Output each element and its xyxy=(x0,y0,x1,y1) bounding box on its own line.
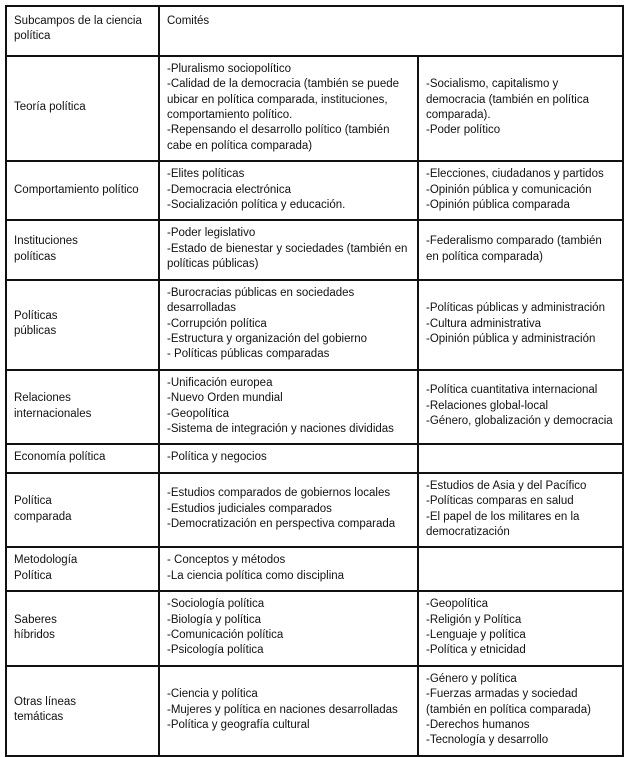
subfield-label-lines xyxy=(14,553,151,584)
subfield-label-cell xyxy=(6,161,159,220)
committee-list xyxy=(167,226,410,272)
committee-item: -Opinión pública y comunicación xyxy=(426,183,592,196)
subfield-label-cell xyxy=(6,56,159,161)
subfield-label-line: Políticas xyxy=(14,309,58,322)
committee-item: -Sistema de integración y naciones divididas xyxy=(167,422,394,435)
subfield-label-lines xyxy=(14,391,151,422)
subfield-label-lines xyxy=(14,494,151,525)
subfield-label-line: internacionales xyxy=(14,407,92,420)
committee-item: -Política y geografía cultural xyxy=(167,719,310,732)
committee-item: -Política y negocios xyxy=(167,451,267,464)
committee-cell-primary xyxy=(159,547,418,591)
subfield-label-line: Otras líneas xyxy=(14,695,76,708)
committee-item: -Repensando el desarrollo político (también cabe en política comparada) xyxy=(167,124,390,152)
committee-item: -Estructura y organización del gobierno xyxy=(167,332,368,345)
table-row xyxy=(6,280,623,370)
committee-item: -Opinión pública comparada xyxy=(426,199,570,212)
committee-list xyxy=(426,672,615,749)
committee-item: -Políticas comparas en salud xyxy=(426,495,574,508)
committee-list xyxy=(167,450,410,465)
committee-item: -Socialización política y educación. xyxy=(167,199,346,212)
table-row xyxy=(6,220,623,279)
subfield-label-cell xyxy=(6,370,159,445)
header-row xyxy=(6,6,623,56)
committee-cell-secondary xyxy=(418,473,623,548)
header-subfield: Subcampos de la ciencia política xyxy=(6,6,159,56)
empty-committee-cell xyxy=(418,547,623,591)
committee-item: -Poder político xyxy=(426,124,501,137)
table-body xyxy=(6,56,623,756)
committee-list xyxy=(167,553,410,584)
committee-list xyxy=(426,234,615,265)
committee-list xyxy=(167,286,410,363)
committee-item: -Federalismo comparado (también en política comparada) xyxy=(426,235,602,263)
table-row xyxy=(6,56,623,161)
table-row xyxy=(6,591,623,666)
subfield-label-line: Teoría política xyxy=(14,101,86,114)
subfield-label-cell xyxy=(6,444,159,472)
committee-cell-secondary xyxy=(418,161,623,220)
table-header xyxy=(6,6,623,56)
committee-item: -Política y etnicidad xyxy=(426,644,526,657)
committee-cell-primary xyxy=(159,666,418,756)
committee-item: -Lenguaje y política xyxy=(426,629,526,641)
subfield-label-line: comparada xyxy=(14,510,72,523)
committee-item: -Pluralismo sociopolítico xyxy=(167,62,291,75)
committee-item: -Socialismo, capitalismo y democracia (también en política comparada). xyxy=(426,78,589,122)
committee-item: -Calidad de la democracia (también se puede ubicar en política comparada, instituciones, comportamiento político. xyxy=(167,78,400,122)
committee-cell-secondary xyxy=(418,220,623,279)
table-row xyxy=(6,547,623,591)
committee-list xyxy=(426,167,615,213)
subfield-label-cell xyxy=(6,591,159,666)
committee-item: -Derechos humanos xyxy=(426,719,530,732)
committee-item: -Burocracias públicas en sociedades desarrolladas xyxy=(167,286,355,315)
committee-item: -Estudios comparados de gobiernos locales xyxy=(167,487,391,500)
committee-item: -Estudios de Asia y del Pacífico xyxy=(426,479,587,492)
subfield-label-line: públicas xyxy=(14,325,57,338)
political-science-subfields-table xyxy=(5,5,624,757)
committee-cell-primary xyxy=(159,591,418,666)
committee-item: -Tecnología y desarrollo xyxy=(426,734,549,747)
committee-list xyxy=(426,479,615,541)
committee-cell-primary xyxy=(159,161,418,220)
subfield-label-lines xyxy=(14,234,151,265)
committee-item: -Comunicación política xyxy=(167,629,284,641)
committee-cell-secondary xyxy=(418,666,623,756)
table-row xyxy=(6,666,623,756)
committee-item: -Relaciones global-local xyxy=(426,399,549,412)
subfield-label-line: Metodología xyxy=(14,554,78,567)
committee-cell-secondary xyxy=(418,56,623,161)
subfield-label-line: Comportamiento político xyxy=(14,183,139,196)
committee-item: -Políticas públicas y administración xyxy=(426,302,605,315)
committee-item: -Geopolítica xyxy=(167,407,230,420)
committee-cell-secondary xyxy=(418,280,623,370)
committee-item: -Género y política xyxy=(426,672,517,685)
committee-item: -El papel de los militares en la democratización xyxy=(426,510,580,538)
subfield-label-cell xyxy=(6,473,159,548)
committee-cell-primary xyxy=(159,280,418,370)
committee-list xyxy=(167,62,410,154)
committee-item: -Fuerzas armadas y sociedad (también en política comparada) xyxy=(426,688,591,716)
committee-cell-primary xyxy=(159,473,418,548)
table-row xyxy=(6,444,623,472)
subfields-table-container xyxy=(5,5,622,757)
subfield-label-lines xyxy=(14,100,151,115)
committee-item: -Mujeres y política en naciones desarrolladas xyxy=(167,703,398,716)
committee-item: - Políticas públicas comparadas xyxy=(167,348,330,361)
committee-item: -Elites políticas xyxy=(167,168,245,181)
subfield-label-line: Instituciones xyxy=(14,235,78,248)
committee-item: -Geopolítica xyxy=(426,598,489,611)
committee-item: -Biología y política xyxy=(167,613,261,626)
subfield-label-cell xyxy=(6,280,159,370)
subfield-label-line: políticas xyxy=(14,250,57,263)
committee-item: -Elecciones, ciudadanos y partidos xyxy=(426,168,604,181)
committee-list xyxy=(167,486,410,532)
table-row xyxy=(6,161,623,220)
committee-item: -Religión y Política xyxy=(426,613,522,626)
subfield-label-line: temáticas xyxy=(14,711,64,724)
committee-list xyxy=(426,77,615,139)
subfield-label-lines xyxy=(14,613,151,644)
subfield-label-line: híbridos xyxy=(14,629,55,641)
committee-item: -Opinión pública y administración xyxy=(426,332,596,345)
committee-item: -Democratización en perspectiva comparada xyxy=(167,518,396,531)
committee-item: -Corrupción política xyxy=(167,317,267,330)
committee-list xyxy=(167,167,410,213)
committee-cell-primary xyxy=(159,370,418,445)
committee-list xyxy=(167,376,410,438)
header-committees: Comités xyxy=(159,6,623,56)
committee-item: -Política cuantitativa internacional xyxy=(426,384,598,397)
subfield-label-line: Economía política xyxy=(14,451,106,464)
subfield-label-cell xyxy=(6,666,159,756)
subfield-label-lines xyxy=(14,309,151,340)
subfield-label-line: Política xyxy=(14,569,52,582)
committee-cell-secondary xyxy=(418,591,623,666)
committee-item: -Ciencia y política xyxy=(167,688,258,701)
committee-item: -Estudios judiciales comparados xyxy=(167,502,332,515)
subfield-label-cell xyxy=(6,547,159,591)
committee-item: -Género, globalización y democracia xyxy=(426,415,613,428)
committee-list xyxy=(426,383,615,429)
committee-cell-primary xyxy=(159,56,418,161)
subfield-label-lines xyxy=(14,450,151,465)
committee-item: -Sociología política xyxy=(167,598,265,611)
subfield-label-line: Saberes xyxy=(14,613,57,626)
committee-item: -Nuevo Orden mundial xyxy=(167,392,283,405)
subfield-label-cell xyxy=(6,220,159,279)
subfield-label-lines xyxy=(14,695,151,726)
committee-item: -Estado de bienestar y sociedades (también en políticas públicas) xyxy=(167,242,408,271)
committee-cell-secondary xyxy=(418,370,623,445)
committee-cell-primary xyxy=(159,220,418,279)
committee-item: -Psicología política xyxy=(167,644,264,657)
committee-item: -Poder legislativo xyxy=(167,227,256,240)
subfield-label-line: Relaciones xyxy=(14,392,71,405)
subfield-label-line: Política xyxy=(14,495,52,508)
table-row xyxy=(6,370,623,445)
empty-committee-cell xyxy=(418,444,623,472)
committee-list xyxy=(426,301,615,347)
committee-item: -La ciencia política como disciplina xyxy=(167,569,345,582)
table-row xyxy=(6,473,623,548)
committee-cell-primary xyxy=(159,444,418,472)
committee-list xyxy=(167,687,410,733)
committee-item: - Conceptos y métodos xyxy=(167,554,286,567)
committee-item: -Unificación europea xyxy=(167,376,273,389)
committee-item: -Democracia electrónica xyxy=(167,183,291,196)
committee-item: -Cultura administrativa xyxy=(426,317,542,330)
subfield-label-lines xyxy=(14,183,151,198)
